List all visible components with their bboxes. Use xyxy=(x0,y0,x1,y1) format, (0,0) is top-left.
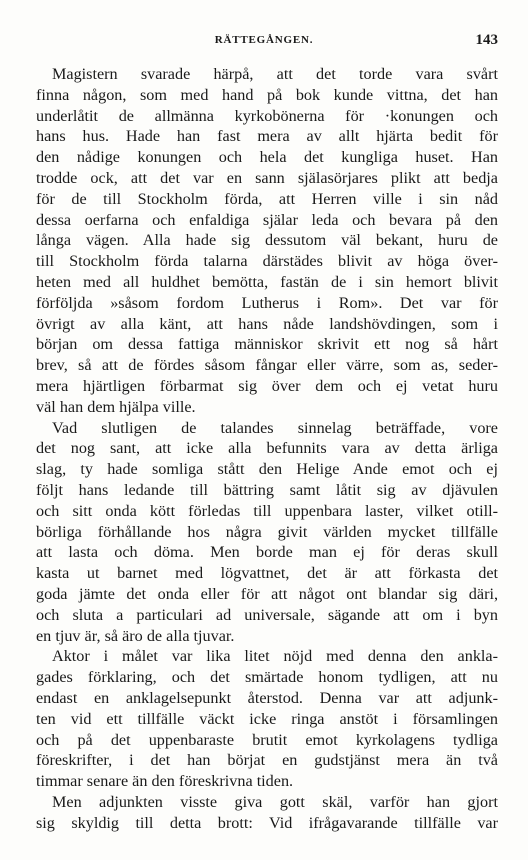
text-line: för de till Stockholm förda, att Herren ville i sin nåd xyxy=(36,189,498,208)
text-line: väl han dem hjälpa ville. xyxy=(36,397,196,416)
text-line: underlåtit de allmänna kyrkobönerna för ·konungen och xyxy=(36,106,498,125)
text-line: en tjuv är, så äro de alla tjuvar. xyxy=(36,626,235,645)
running-title: RÄTTEGÅNGEN. xyxy=(214,34,314,46)
text-line: mera hjärtligen förbarmat sig över dem och ej vetat huru xyxy=(36,376,498,395)
text-line: att lasta och döma. Men borde man ej för deras skull xyxy=(36,543,498,562)
text-line: det nog sant, att icke alla befunnits vara av detta ärliga xyxy=(36,439,498,458)
text-line: Aktor i målet var lika litet nöjd med denna den ankla- xyxy=(52,647,498,666)
text-line: följt hans ledande till bättring samt låtit sig av djävulen xyxy=(36,480,498,499)
body-text xyxy=(36,64,498,833)
text-line: endast en anklagelsepunkt återstod. Denna var att adjunk- xyxy=(36,688,498,707)
text-line: Magistern svarade härpå, att det torde vara svårt xyxy=(52,65,498,83)
text-line: Men adjunkten visste giva gott skäl, varför han gjort xyxy=(52,792,498,811)
text-line: heten med all huldhet bemötta, fastän de i sin hemort blivit xyxy=(36,272,498,291)
text-line: kasta ut barnet med lögvattnet, det är att förkasta det xyxy=(36,564,498,583)
text-line: sig skyldig till detta brott: Vid ifrågavarande tillfälle var xyxy=(36,813,498,832)
text-line: Vad slutligen de talandes sinnelag beträffade, vore xyxy=(52,418,498,437)
running-head xyxy=(30,34,498,54)
text-line: och sitt onda kött förledas till uppenbara laster, vilket otill- xyxy=(36,501,498,520)
text-line: och sluta a particulari ad universale, sägande att om i byn xyxy=(36,605,498,624)
text-line: övrigt av alla känt, att hans nåde landshövdingen, som i xyxy=(36,314,498,333)
text-line: börliga förhållande hos några givit världen mycket tillfälle xyxy=(36,522,498,541)
text-line: timmar senare än den föreskrivna tiden. xyxy=(36,772,294,791)
text-line: dessa oerfarna och enfaldiga själar leda och bevara på den xyxy=(36,210,498,229)
text-line: förföljda »såsom fordom Lutherus i Rom». Det var för xyxy=(36,293,498,312)
text-line: finna någon, som med hand på bok kunde vittna, det han xyxy=(36,85,498,104)
text-line: den nådige konungen och hela det kungliga huset. Han xyxy=(36,148,498,167)
text-line: början om dessa fattiga människor skrivit ett nog så hårt xyxy=(36,335,498,354)
text-line: till Stockholm förda talarna därstädes blivit av höga över- xyxy=(36,252,498,271)
text-line: trodde ock, att det var en sann själasörjares plikt att bedja xyxy=(36,168,498,187)
text-line: brev, så att de fördes såsom fångar eller värre, som as, seder- xyxy=(36,356,498,375)
text-line: hans hus. Hade han fast mera av allt hjärta bedit för xyxy=(36,127,498,146)
page-number: 143 xyxy=(475,32,498,48)
text-line: föreskrifter, i det han börjat en gudstjänst mera än två xyxy=(36,751,498,770)
text-line: långa vägen. Alla hade sig dessutom väl bekant, huru de xyxy=(36,231,498,250)
text-line: och på det uppenbaraste brutit emot kyrkolagens tydliga xyxy=(36,730,498,749)
text-line: ten vid ett tillfälle väckt icke ringa anstöt i församlingen xyxy=(36,709,498,728)
text-line: slag, ty hade somliga stått den Helige Ande emot och ej xyxy=(36,460,498,479)
text-line: gades förklaring, och det smärtade honom tydligen, att nu xyxy=(36,668,498,687)
text-line: goda jämte det onda eller för att något ont blandar sig däri, xyxy=(36,584,498,603)
